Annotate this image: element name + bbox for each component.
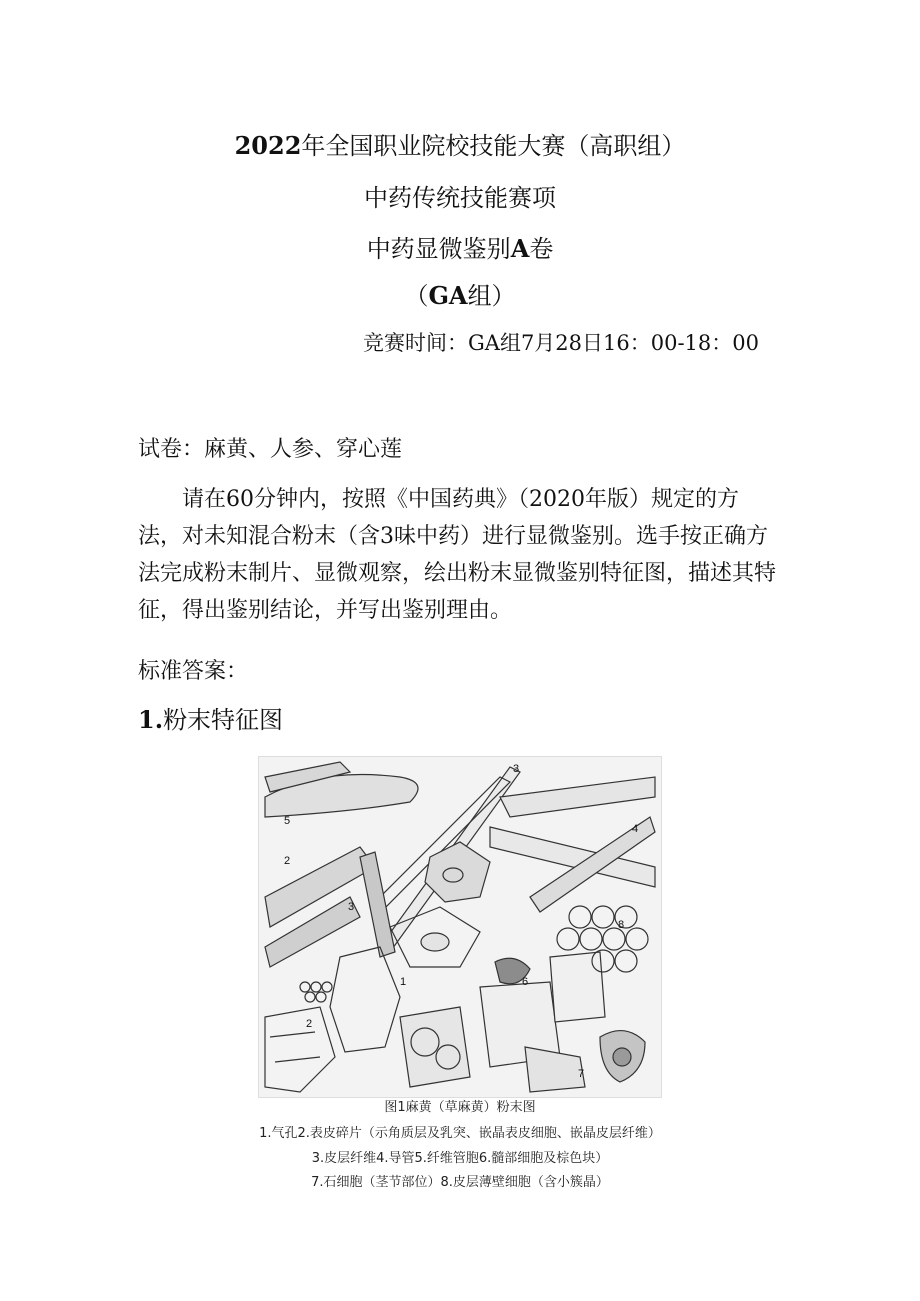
competition-time: 竞赛时间：GA组7月28日16：00-18：00 — [363, 331, 760, 355]
figure-number-5: 5 — [284, 815, 291, 827]
figure-number-2: 2 — [284, 855, 291, 867]
answer-label: 标准答案： — [138, 659, 249, 684]
figure-legend-line-1: 1.气孔2.表皮碎片（示角质层及乳突、嵌晶表皮细胞、嵌晶皮层纤维） — [259, 1126, 661, 1141]
title-group: （GA组） — [404, 281, 516, 310]
figure-number-4: 4 — [632, 823, 639, 835]
powder-micrograph — [258, 756, 662, 1098]
figure-number-3b: 3 — [348, 901, 355, 913]
figure-legend-line-2: 3.皮层纤维4.导管5.纤维管胞6.髓部细胞及棕色块） — [311, 1151, 609, 1166]
figure-number-1: 1 — [400, 976, 407, 988]
title-year: 2022 — [234, 131, 302, 160]
title-paper: 中药显微鉴别A卷 — [366, 234, 554, 263]
figure-number-3: 3 — [513, 763, 520, 775]
figure-number-6: 6 — [522, 976, 529, 988]
section-heading: 1.粉末特征图 — [138, 705, 284, 734]
instructions-paragraph: 请在60分钟内，按照《中国药典》（2020年版）规定的方法，对未知混合粉末（含3味中药）进行显微鉴别。选手按正确方法完成粉末制片、显微观察，绘出粉末显微鉴别特征图，描述其特征，得出鉴别结论，并写出鉴别理由。 — [138, 487, 777, 623]
title-competition — [0, 131, 920, 161]
figure-number-8: 8 — [618, 919, 625, 931]
figure-number-7: 7 — [578, 1068, 585, 1080]
paper-label: 试卷：麻黄、人参、穿心莲 — [138, 437, 403, 462]
title-event: 中药传统技能赛项 — [364, 184, 556, 212]
figure-caption: 图1麻黄（草麻黄）粉末图 — [384, 1100, 536, 1115]
figure-number-2b: 2 — [306, 1018, 313, 1030]
figure-legend-line-3: 7.石细胞（茎节部位）8.皮层薄壁细胞（含小簇晶） — [311, 1175, 609, 1190]
title-competition-name: 年全国职业院校技能大赛（高职组） — [301, 132, 686, 160]
powder-drawing — [259, 757, 661, 1097]
